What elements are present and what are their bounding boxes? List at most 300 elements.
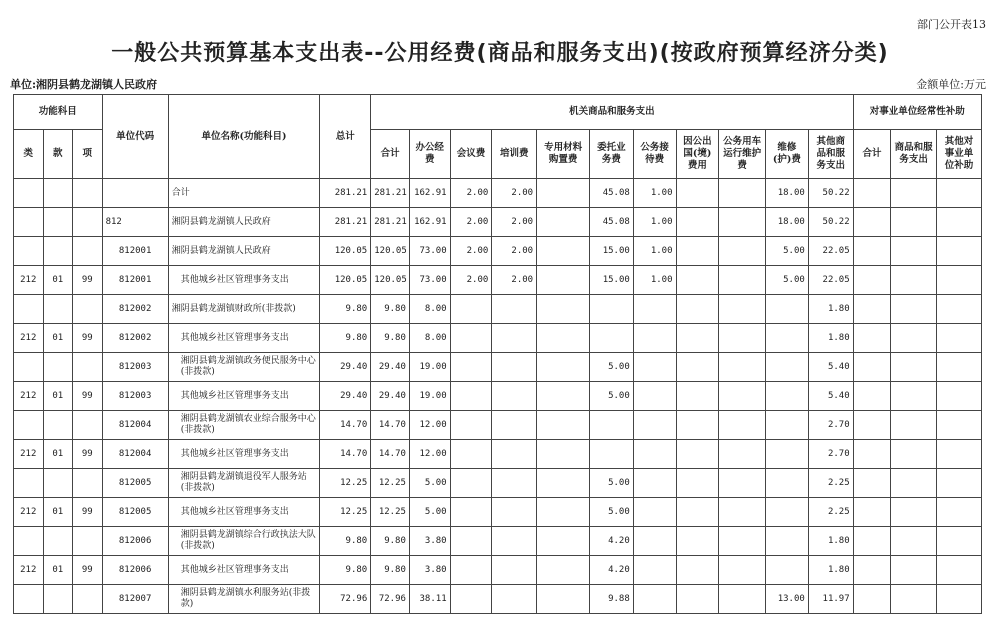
cell-other: 1.80	[808, 295, 853, 324]
cell-abroad	[676, 266, 719, 295]
cell-material	[537, 179, 590, 208]
cell-xiang: 99	[73, 266, 103, 295]
cell-kuan	[43, 237, 73, 266]
cell-unit-code: 812004	[102, 411, 168, 440]
cell-material	[537, 353, 590, 382]
cell-unit-name: 湘阴县鹤龙湖镇政务便民服务中心(非拨款)	[168, 353, 320, 382]
cell-kuan	[43, 469, 73, 498]
cell-vehicle	[719, 527, 766, 556]
cell-vehicle	[719, 295, 766, 324]
cell-sy-goods	[891, 295, 937, 324]
cell-sy-total	[853, 237, 891, 266]
cell-jg-total: 281.21	[371, 208, 410, 237]
header-meeting: 会议费	[450, 130, 492, 179]
cell-material	[537, 237, 590, 266]
cell-meeting	[450, 556, 492, 585]
header-training: 培训费	[492, 130, 537, 179]
cell-office: 5.00	[409, 469, 450, 498]
cell-kuan: 01	[43, 556, 73, 585]
cell-lei: 212	[14, 266, 44, 295]
header-material: 专用材料购置费	[537, 130, 590, 179]
cell-abroad	[676, 411, 719, 440]
page-title: 一般公共预算基本支出表--公用经费(商品和服务支出)(按政府预算经济分类)	[111, 41, 889, 66]
cell-total: 14.70	[320, 440, 371, 469]
cell-training	[492, 353, 537, 382]
header-vehicle: 公务用车运行维护费	[719, 130, 766, 179]
budget-table	[13, 94, 982, 614]
cell-xiang	[73, 295, 103, 324]
cell-office: 3.80	[409, 527, 450, 556]
cell-jg-total: 9.80	[371, 324, 410, 353]
cell-unit-code: 812005	[102, 498, 168, 527]
page-label: 部门公开表13	[917, 18, 986, 31]
cell-reception: 1.00	[633, 237, 676, 266]
cell-entrust	[590, 411, 634, 440]
cell-office: 12.00	[409, 440, 450, 469]
cell-vehicle	[719, 498, 766, 527]
cell-unit-code: 812	[102, 208, 168, 237]
cell-jg-total: 14.70	[371, 440, 410, 469]
header-unit-code: 单位代码	[102, 95, 168, 179]
cell-unit-code: 812002	[102, 295, 168, 324]
cell-xiang: 99	[73, 498, 103, 527]
cell-kuan: 01	[43, 324, 73, 353]
cell-other: 1.80	[808, 324, 853, 353]
cell-office: 12.00	[409, 411, 450, 440]
cell-sy-total	[853, 498, 891, 527]
cell-lei: 212	[14, 382, 44, 411]
cell-training	[492, 469, 537, 498]
cell-repair: 13.00	[766, 585, 809, 614]
cell-unit-name: 其他城乡社区管理事务支出	[168, 382, 320, 411]
cell-xiang	[73, 411, 103, 440]
cell-unit-name: 湘阴县鹤龙湖镇人民政府	[168, 237, 320, 266]
cell-unit-name: 其他城乡社区管理事务支出	[168, 498, 320, 527]
cell-total: 9.80	[320, 295, 371, 324]
cell-sy-total	[853, 353, 891, 382]
cell-sy-other	[937, 440, 982, 469]
cell-sy-total	[853, 556, 891, 585]
cell-xiang	[73, 237, 103, 266]
cell-sy-other	[937, 556, 982, 585]
cell-jg-total: 29.40	[371, 353, 410, 382]
cell-meeting	[450, 469, 492, 498]
cell-material	[537, 585, 590, 614]
cell-sy-goods	[891, 353, 937, 382]
cell-reception	[633, 498, 676, 527]
cell-total: 9.80	[320, 556, 371, 585]
cell-material	[537, 498, 590, 527]
cell-abroad	[676, 469, 719, 498]
cell-sy-other	[937, 411, 982, 440]
cell-material	[537, 266, 590, 295]
cell-sy-goods	[891, 411, 937, 440]
cell-meeting	[450, 411, 492, 440]
cell-repair	[766, 324, 809, 353]
cell-jg-total: 9.80	[371, 556, 410, 585]
cell-unit-code: 812001	[102, 237, 168, 266]
cell-office: 73.00	[409, 237, 450, 266]
cell-sy-goods	[891, 266, 937, 295]
header-sy-total: 合计	[853, 130, 891, 179]
cell-training	[492, 440, 537, 469]
cell-training	[492, 411, 537, 440]
header-unit-name: 单位名称(功能科目)	[168, 95, 320, 179]
cell-sy-goods	[891, 585, 937, 614]
cell-unit-name: 湘阴县鹤龙湖镇财政所(非拨款)	[168, 295, 320, 324]
cell-kuan	[43, 411, 73, 440]
cell-training	[492, 498, 537, 527]
cell-unit-name: 湘阴县鹤龙湖镇综合行政执法大队(非拨款)	[168, 527, 320, 556]
cell-training: 2.00	[492, 179, 537, 208]
cell-total: 9.80	[320, 527, 371, 556]
table-row	[14, 498, 982, 527]
cell-sy-total	[853, 179, 891, 208]
cell-other: 2.70	[808, 440, 853, 469]
cell-unit-name: 其他城乡社区管理事务支出	[168, 266, 320, 295]
cell-entrust	[590, 324, 634, 353]
cell-vehicle	[719, 237, 766, 266]
cell-sy-other	[937, 179, 982, 208]
header-total: 总计	[320, 95, 371, 179]
cell-sy-total	[853, 469, 891, 498]
cell-sy-goods	[891, 556, 937, 585]
cell-vehicle	[719, 266, 766, 295]
cell-lei	[14, 179, 44, 208]
cell-xiang: 99	[73, 556, 103, 585]
cell-sy-other	[937, 469, 982, 498]
header-abroad: 因公出国(境)费用	[676, 130, 719, 179]
cell-reception: 1.00	[633, 266, 676, 295]
cell-repair	[766, 469, 809, 498]
cell-entrust	[590, 295, 634, 324]
cell-xiang	[73, 353, 103, 382]
cell-material	[537, 208, 590, 237]
cell-meeting: 2.00	[450, 179, 492, 208]
cell-sy-total	[853, 527, 891, 556]
cell-training: 2.00	[492, 237, 537, 266]
cell-jg-total: 120.05	[371, 237, 410, 266]
cell-kuan	[43, 527, 73, 556]
cell-meeting	[450, 324, 492, 353]
table-row	[14, 382, 982, 411]
cell-reception	[633, 295, 676, 324]
cell-xiang	[73, 179, 103, 208]
cell-meeting: 2.00	[450, 208, 492, 237]
header-office: 办公经费	[409, 130, 450, 179]
cell-sy-total	[853, 382, 891, 411]
table-row	[14, 585, 982, 614]
cell-sy-other	[937, 527, 982, 556]
cell-unit-name: 湘阴县鹤龙湖镇人民政府	[168, 208, 320, 237]
cell-vehicle	[719, 556, 766, 585]
cell-vehicle	[719, 411, 766, 440]
cell-lei	[14, 469, 44, 498]
table-row	[14, 179, 982, 208]
amount-unit-label: 金额单位:万元	[916, 78, 986, 91]
cell-abroad	[676, 324, 719, 353]
cell-total: 12.25	[320, 469, 371, 498]
cell-lei	[14, 585, 44, 614]
cell-entrust	[590, 440, 634, 469]
cell-repair	[766, 556, 809, 585]
cell-reception: 1.00	[633, 179, 676, 208]
cell-jg-total: 9.80	[371, 527, 410, 556]
header-sy-goods: 商品和服务支出	[891, 130, 937, 179]
cell-abroad	[676, 585, 719, 614]
cell-meeting	[450, 498, 492, 527]
cell-repair	[766, 527, 809, 556]
cell-vehicle	[719, 440, 766, 469]
cell-other: 50.22	[808, 179, 853, 208]
cell-meeting	[450, 527, 492, 556]
cell-reception: 1.00	[633, 208, 676, 237]
cell-meeting	[450, 353, 492, 382]
cell-kuan	[43, 353, 73, 382]
cell-training	[492, 556, 537, 585]
cell-other: 2.25	[808, 498, 853, 527]
table-row	[14, 266, 982, 295]
header-repair: 维修(护)费	[766, 130, 809, 179]
cell-material	[537, 527, 590, 556]
cell-other: 22.05	[808, 237, 853, 266]
cell-entrust: 15.00	[590, 266, 634, 295]
cell-entrust: 4.20	[590, 527, 634, 556]
cell-material	[537, 556, 590, 585]
cell-total: 281.21	[320, 208, 371, 237]
cell-repair	[766, 498, 809, 527]
cell-lei	[14, 295, 44, 324]
cell-abroad	[676, 382, 719, 411]
cell-vehicle	[719, 382, 766, 411]
cell-other: 2.70	[808, 411, 853, 440]
cell-kuan	[43, 585, 73, 614]
cell-material	[537, 469, 590, 498]
cell-sy-other	[937, 266, 982, 295]
cell-other: 1.80	[808, 556, 853, 585]
cell-meeting: 2.00	[450, 237, 492, 266]
cell-total: 120.05	[320, 266, 371, 295]
cell-total: 72.96	[320, 585, 371, 614]
cell-sy-total	[853, 440, 891, 469]
cell-abroad	[676, 498, 719, 527]
cell-training: 2.00	[492, 266, 537, 295]
cell-unit-name: 其他城乡社区管理事务支出	[168, 440, 320, 469]
cell-meeting	[450, 382, 492, 411]
cell-unit-code: 812003	[102, 353, 168, 382]
cell-repair: 5.00	[766, 237, 809, 266]
cell-reception	[633, 353, 676, 382]
cell-reception	[633, 469, 676, 498]
cell-sy-total	[853, 208, 891, 237]
cell-meeting	[450, 585, 492, 614]
cell-unit-code: 812007	[102, 585, 168, 614]
cell-lei	[14, 237, 44, 266]
cell-lei: 212	[14, 498, 44, 527]
header-reception: 公务接待费	[633, 130, 676, 179]
header-shiye-group: 对事业单位经常性补助	[853, 95, 981, 130]
cell-entrust: 9.88	[590, 585, 634, 614]
cell-entrust: 5.00	[590, 382, 634, 411]
header-entrust: 委托业务费	[590, 130, 634, 179]
cell-kuan: 01	[43, 382, 73, 411]
cell-total: 29.40	[320, 353, 371, 382]
cell-total: 29.40	[320, 382, 371, 411]
cell-lei: 212	[14, 556, 44, 585]
table-row	[14, 208, 982, 237]
cell-office: 8.00	[409, 324, 450, 353]
table-row	[14, 556, 982, 585]
cell-material	[537, 411, 590, 440]
cell-repair	[766, 295, 809, 324]
cell-unit-name: 湘阴县鹤龙湖镇水利服务站(非拨款)	[168, 585, 320, 614]
cell-unit-name: 湘阴县鹤龙湖镇农业综合服务中心(非拨款)	[168, 411, 320, 440]
cell-unit-name: 其他城乡社区管理事务支出	[168, 556, 320, 585]
cell-material	[537, 382, 590, 411]
cell-office: 73.00	[409, 266, 450, 295]
cell-meeting	[450, 295, 492, 324]
cell-other: 22.05	[808, 266, 853, 295]
cell-unit-name: 湘阴县鹤龙湖镇退役军人服务站(非拨款)	[168, 469, 320, 498]
cell-unit-code: 812006	[102, 527, 168, 556]
cell-reception	[633, 411, 676, 440]
cell-xiang	[73, 469, 103, 498]
cell-sy-goods	[891, 527, 937, 556]
cell-entrust: 5.00	[590, 469, 634, 498]
cell-reception	[633, 556, 676, 585]
cell-sy-other	[937, 382, 982, 411]
cell-meeting: 2.00	[450, 266, 492, 295]
table-row	[14, 411, 982, 440]
cell-unit-name: 合计	[168, 179, 320, 208]
cell-kuan: 01	[43, 266, 73, 295]
cell-sy-total	[853, 295, 891, 324]
cell-unit-code: 812005	[102, 469, 168, 498]
cell-repair: 18.00	[766, 179, 809, 208]
cell-lei	[14, 353, 44, 382]
header-other: 其他商品和服务支出	[808, 130, 853, 179]
cell-abroad	[676, 208, 719, 237]
cell-total: 120.05	[320, 237, 371, 266]
cell-entrust: 45.08	[590, 208, 634, 237]
cell-repair: 5.00	[766, 266, 809, 295]
cell-sy-total	[853, 411, 891, 440]
table-row	[14, 353, 982, 382]
header-jg-total: 合计	[371, 130, 410, 179]
cell-repair	[766, 353, 809, 382]
cell-other: 1.80	[808, 527, 853, 556]
cell-sy-other	[937, 585, 982, 614]
cell-office: 8.00	[409, 295, 450, 324]
cell-sy-other	[937, 353, 982, 382]
cell-reception	[633, 382, 676, 411]
cell-abroad	[676, 353, 719, 382]
cell-abroad	[676, 237, 719, 266]
cell-material	[537, 295, 590, 324]
cell-office: 162.91	[409, 208, 450, 237]
cell-xiang: 99	[73, 324, 103, 353]
cell-unit-code: 812001	[102, 266, 168, 295]
cell-sy-other	[937, 324, 982, 353]
cell-entrust: 4.20	[590, 556, 634, 585]
cell-xiang	[73, 527, 103, 556]
cell-entrust: 5.00	[590, 353, 634, 382]
cell-unit-code: 812004	[102, 440, 168, 469]
header-func-subject: 功能科目	[14, 95, 103, 130]
cell-reception	[633, 324, 676, 353]
cell-jg-total: 29.40	[371, 382, 410, 411]
cell-xiang	[73, 208, 103, 237]
cell-material	[537, 324, 590, 353]
cell-sy-goods	[891, 440, 937, 469]
cell-reception	[633, 440, 676, 469]
cell-other: 11.97	[808, 585, 853, 614]
cell-lei: 212	[14, 324, 44, 353]
cell-office: 162.91	[409, 179, 450, 208]
cell-repair	[766, 440, 809, 469]
cell-material	[537, 440, 590, 469]
cell-abroad	[676, 295, 719, 324]
cell-unit-code: 812002	[102, 324, 168, 353]
header-jiguan-group: 机关商品和服务支出	[371, 95, 853, 130]
cell-reception	[633, 585, 676, 614]
cell-sy-other	[937, 295, 982, 324]
cell-jg-total: 281.21	[371, 179, 410, 208]
table-row	[14, 440, 982, 469]
table-row	[14, 324, 982, 353]
cell-sy-goods	[891, 237, 937, 266]
header-xiang: 项	[73, 130, 103, 179]
cell-other: 5.40	[808, 382, 853, 411]
cell-entrust: 5.00	[590, 498, 634, 527]
cell-training	[492, 527, 537, 556]
cell-unit-code: 812003	[102, 382, 168, 411]
cell-entrust: 45.08	[590, 179, 634, 208]
cell-reception	[633, 527, 676, 556]
cell-jg-total: 14.70	[371, 411, 410, 440]
cell-other: 2.25	[808, 469, 853, 498]
cell-unit-code	[102, 179, 168, 208]
cell-sy-total	[853, 266, 891, 295]
cell-jg-total: 12.25	[371, 498, 410, 527]
cell-office: 5.00	[409, 498, 450, 527]
table-row	[14, 527, 982, 556]
table-row	[14, 237, 982, 266]
cell-training	[492, 324, 537, 353]
cell-training	[492, 382, 537, 411]
cell-kuan	[43, 295, 73, 324]
cell-total: 14.70	[320, 411, 371, 440]
cell-sy-other	[937, 237, 982, 266]
cell-sy-goods	[891, 469, 937, 498]
cell-sy-goods	[891, 324, 937, 353]
cell-kuan: 01	[43, 498, 73, 527]
cell-total: 9.80	[320, 324, 371, 353]
cell-abroad	[676, 179, 719, 208]
cell-vehicle	[719, 353, 766, 382]
header-sy-other: 其他对事业单位补助	[937, 130, 982, 179]
cell-total: 12.25	[320, 498, 371, 527]
cell-training	[492, 295, 537, 324]
cell-office: 38.11	[409, 585, 450, 614]
cell-repair	[766, 411, 809, 440]
cell-jg-total: 12.25	[371, 469, 410, 498]
cell-office: 19.00	[409, 382, 450, 411]
header-kuan: 款	[43, 130, 73, 179]
cell-unit-code: 812006	[102, 556, 168, 585]
cell-entrust: 15.00	[590, 237, 634, 266]
cell-jg-total: 120.05	[371, 266, 410, 295]
